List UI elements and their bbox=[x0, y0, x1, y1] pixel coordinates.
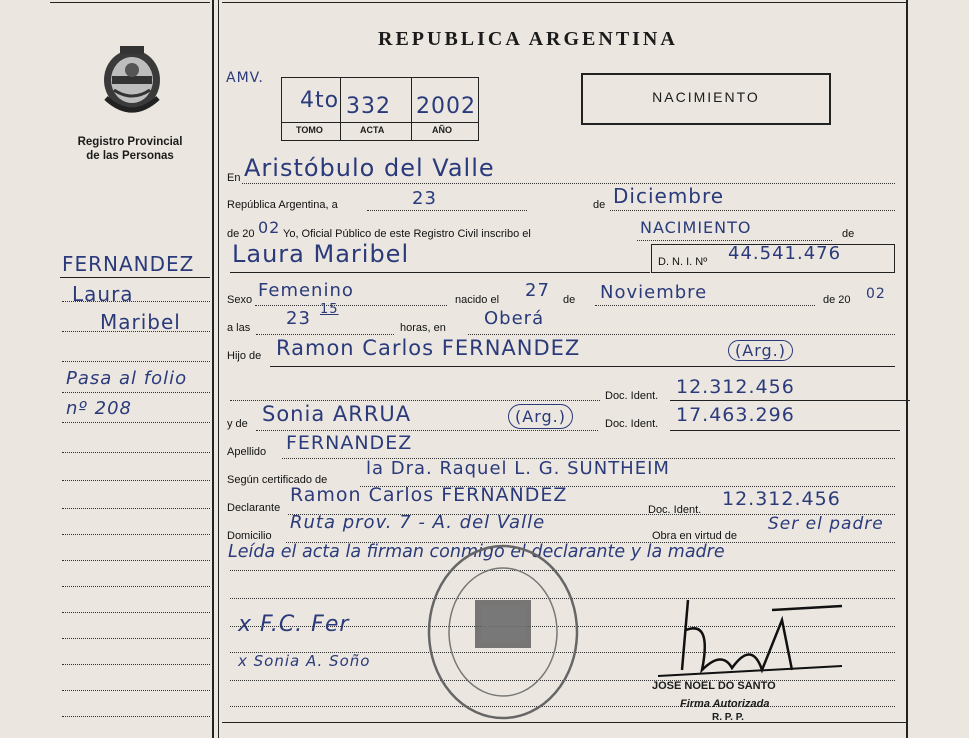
provincial-seal-icon bbox=[100, 42, 164, 116]
birth-year-prefix: de 20 bbox=[823, 294, 851, 306]
republica-label: República Argentina, a bbox=[227, 199, 338, 211]
declarante-label: Declarante bbox=[227, 502, 281, 514]
ano-value: 2002 bbox=[416, 94, 476, 119]
margin-right-border bbox=[218, 0, 219, 738]
father-doc-line bbox=[670, 400, 910, 401]
mother-name: Sonia ARRUA bbox=[262, 402, 412, 426]
obra-label: Obra en virtud de bbox=[652, 530, 737, 542]
place-line bbox=[242, 183, 895, 184]
year-prefix: de 20 bbox=[227, 228, 255, 240]
hijo-label: Hijo de bbox=[227, 350, 262, 362]
nacido-label: nacido el bbox=[455, 294, 500, 306]
tomo-value: 4to bbox=[300, 88, 340, 113]
segun-label: Según certificado de bbox=[227, 474, 328, 486]
hour-value: 23 bbox=[286, 308, 311, 329]
tomo-label: TOMO bbox=[296, 125, 323, 135]
dni-label: D. N. I. Nº bbox=[658, 256, 708, 268]
sexo-line bbox=[255, 305, 447, 306]
stamp-text bbox=[420, 726, 454, 727]
acta-label: ACTA bbox=[360, 125, 385, 135]
apellido-value: FERNANDEZ bbox=[286, 432, 413, 454]
birth-month-line bbox=[595, 305, 815, 306]
official-name: JOSE NOEL DO SANTO bbox=[652, 680, 776, 692]
month-line bbox=[610, 210, 895, 211]
signature-left-1: x F.C. Fer bbox=[238, 612, 350, 637]
en-label: En bbox=[227, 172, 241, 184]
margin-note-1: Pasa al folio bbox=[66, 368, 188, 389]
apellido-label: Apellido bbox=[227, 446, 267, 458]
top-border-right bbox=[222, 2, 906, 3]
obra-value: Ser el padre bbox=[768, 514, 884, 534]
month-value: Diciembre bbox=[613, 184, 725, 208]
de-label: de bbox=[593, 199, 606, 211]
day-value: 23 bbox=[412, 188, 437, 209]
official-role-2: R. P. P. bbox=[712, 712, 744, 723]
margin-second-name: Maribel bbox=[100, 310, 181, 334]
mother-doc: 17.463.296 bbox=[676, 404, 795, 426]
acta-value: 332 bbox=[346, 94, 391, 119]
yde-label: y de bbox=[227, 418, 248, 430]
name-line bbox=[230, 272, 650, 273]
father-doc: 12.312.456 bbox=[676, 376, 795, 398]
top-border bbox=[50, 2, 210, 3]
record-type: NACIMIENTO bbox=[652, 89, 760, 105]
birth-month: Noviembre bbox=[600, 282, 708, 303]
inscribo-line bbox=[637, 240, 832, 241]
birth-day: 27 bbox=[525, 280, 550, 301]
ano-label: AÑO bbox=[432, 125, 452, 135]
oficial-text: Yo, Oficial Público de este Registro Civil inscribo el bbox=[283, 228, 531, 240]
horas-label: horas, en bbox=[400, 322, 446, 334]
place-value: Aristóbulo del Valle bbox=[244, 154, 495, 182]
declarante-doc-label: Doc. Ident. bbox=[648, 504, 702, 516]
dni-value: 44.541.476 bbox=[728, 243, 842, 264]
day-line bbox=[367, 210, 527, 211]
birth-year: 02 bbox=[866, 286, 886, 302]
hour-line bbox=[256, 334, 394, 335]
declarante-doc: 12.312.456 bbox=[722, 488, 841, 510]
margin-rule bbox=[60, 277, 210, 278]
sexo-value: Femenino bbox=[258, 280, 354, 301]
registry-line-2: de las Personas bbox=[86, 150, 174, 162]
de-label-2: de bbox=[842, 228, 855, 240]
registry-title bbox=[40, 135, 220, 163]
birth-place-line bbox=[468, 334, 895, 335]
father-name: Ramon Carlos FERNANDEZ bbox=[276, 336, 581, 360]
margin-left-border bbox=[212, 0, 214, 738]
year-suffix: 02 bbox=[258, 218, 281, 237]
declarante-value: Ramon Carlos FERNANDEZ bbox=[290, 484, 568, 506]
mother-line bbox=[256, 430, 598, 431]
country-title: REPUBLICA ARGENTINA bbox=[378, 28, 678, 50]
sexo-label: Sexo bbox=[227, 294, 253, 306]
father-doc-label: Doc. Ident. bbox=[605, 390, 659, 402]
record-box-hline bbox=[282, 122, 478, 123]
domicilio-value: Ruta prov. 7 - A. del Valle bbox=[290, 512, 546, 533]
page-right-border bbox=[906, 0, 908, 738]
mother-doc-label: Doc. Ident. bbox=[605, 418, 659, 430]
registry-line-1: Registro Provincial bbox=[77, 136, 183, 148]
margin-note-2: nº 208 bbox=[66, 398, 132, 419]
leida-text: Leída el acta la firman conmigo el declarante y la madre bbox=[228, 542, 725, 562]
certificado-value: la Dra. Raquel L. G. SUNTHEIM bbox=[366, 458, 670, 479]
inscribo-value: NACIMIENTO bbox=[640, 218, 752, 237]
domicilio-label: Domicilio bbox=[227, 530, 272, 542]
birth-de-label: de bbox=[563, 294, 576, 306]
official-signature-icon bbox=[652, 590, 852, 686]
father-nationality: (Arg.) bbox=[728, 340, 793, 361]
record-box-dividers bbox=[340, 78, 341, 140]
mother-doc-line bbox=[670, 430, 900, 431]
official-role: Firma Autorizada bbox=[680, 698, 770, 710]
child-name: Laura Maribel bbox=[232, 240, 410, 268]
record-box-divider-2 bbox=[411, 78, 412, 140]
father-line-2 bbox=[230, 400, 600, 401]
father-line bbox=[270, 366, 895, 367]
bottom-rule bbox=[222, 722, 906, 723]
birth-place: Oberá bbox=[484, 308, 545, 329]
alas-label: a las bbox=[227, 322, 251, 334]
signature-left-2: x Sonia A. Soño bbox=[238, 652, 371, 670]
margin-surname: FERNANDEZ bbox=[62, 252, 195, 276]
margin-first-name: Laura bbox=[72, 282, 134, 306]
header-prefix: AMV. bbox=[226, 70, 264, 86]
minutes-value: 15 bbox=[320, 302, 339, 317]
mother-nationality: (Arg.) bbox=[508, 404, 573, 429]
official-stamp-icon bbox=[425, 542, 581, 722]
